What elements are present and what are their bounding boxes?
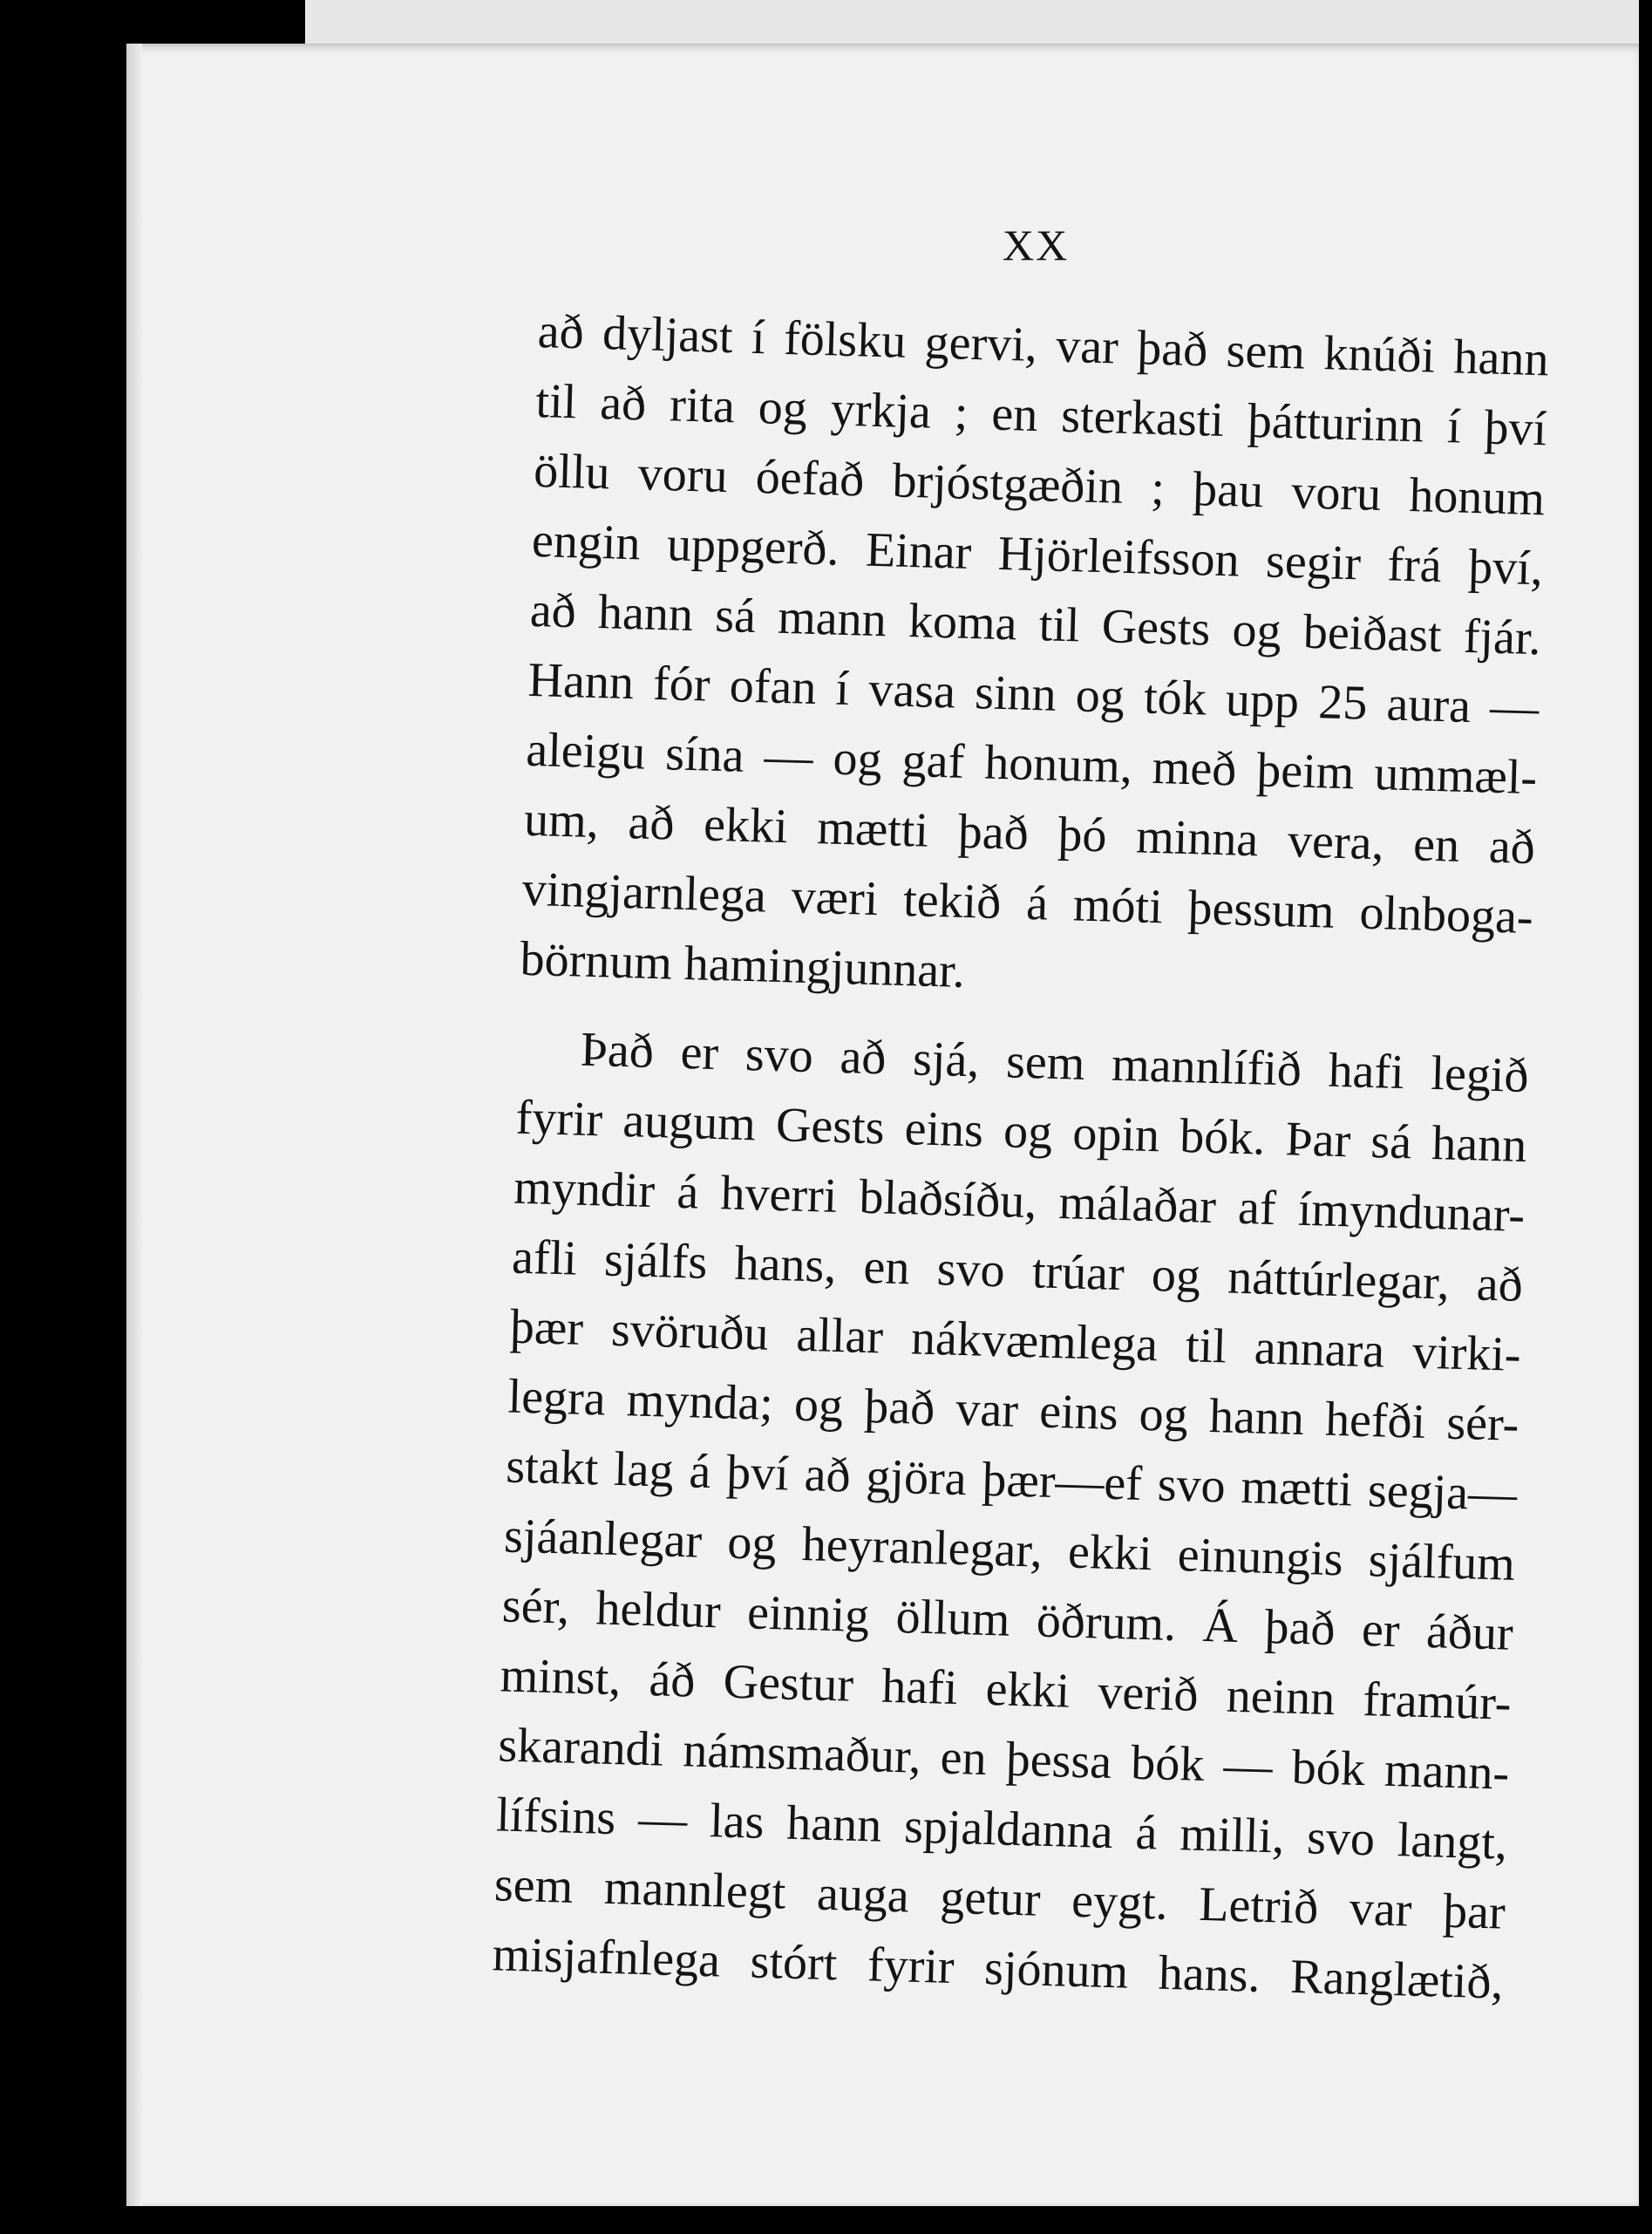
text-line: um, að ekki mætti það þó minna vera, en að [523,792,1536,875]
text-line: myndir á hverri blaðsíðu, málaðar af ímyndunar- [513,1160,1526,1243]
page-gutter-shadow [126,44,142,2206]
body-text [492,296,1550,2018]
text-line: að hann sá mann koma til Gests og beiðast fjár. [529,582,1542,666]
text-line: fyrir augum Gests eins og opin bók. Þar sá hann [514,1090,1528,1174]
text-line: lífsins — las hann spjaldanna á milli, svo langt, [495,1788,1508,1870]
text-line: stakt lag á því að gjöra þær—ef svo mætti segja— [505,1439,1518,1522]
text-line: til að rita og yrkja ; en sterkasti þátturinn í því [534,373,1548,457]
page-number: XX [1003,221,1070,269]
text-line: þær svöruðu allar nákvæmlega til annara virki- [509,1299,1522,1382]
text-line: skarandi námsmaður, en þessa bók — bók mann- [497,1718,1511,1801]
text-line: sjáanlegar og heyranlegar, ekki einungis sjálfum [503,1509,1516,1591]
text-line: aleigu sína — og gaf honum, með þeim ummæl- [525,722,1538,806]
text-line: Það er svo að sjá, sem mannlífið hafi legið [580,1022,1530,1104]
text-line: engin uppgerð. Einar Hjörleifsson segir frá því, [531,513,1544,596]
text-line: misjafnlega stórt fyrir sjónum hans. Ranglætið, [492,1927,1505,2010]
text-line: minst, áð Gestur hafi ekki verið neinn framúr- [499,1648,1513,1731]
text-line: afli sjálfs hans, en svo trúar og náttúrlegar, að [511,1229,1524,1312]
text-line: að dyljast í fölsku gervi, var það sem knúði hann [537,303,1550,387]
text-line: legra mynda; og það var eins og hann hefði sér- [506,1369,1520,1452]
text-line: öllu voru óefað brjóstgæðin ; þau voru honum [533,443,1546,527]
paragraph-1 [520,296,1550,1022]
text-line: Hann fór ofan í vasa sinn og tók upp 25 aura — [527,652,1540,736]
paragraph-2 [492,1013,1530,2018]
text-line: sem mannlegt auga getur eygt. Letrið var þar [493,1857,1506,1940]
text-line: börnum hamingjunnar. [519,931,966,998]
text-line: sér, heldur einnig öllum öðrum. Á það er áður [501,1578,1514,1661]
text-line: vingjarnlega væri tekið á móti þessum olnboga- [521,862,1534,945]
